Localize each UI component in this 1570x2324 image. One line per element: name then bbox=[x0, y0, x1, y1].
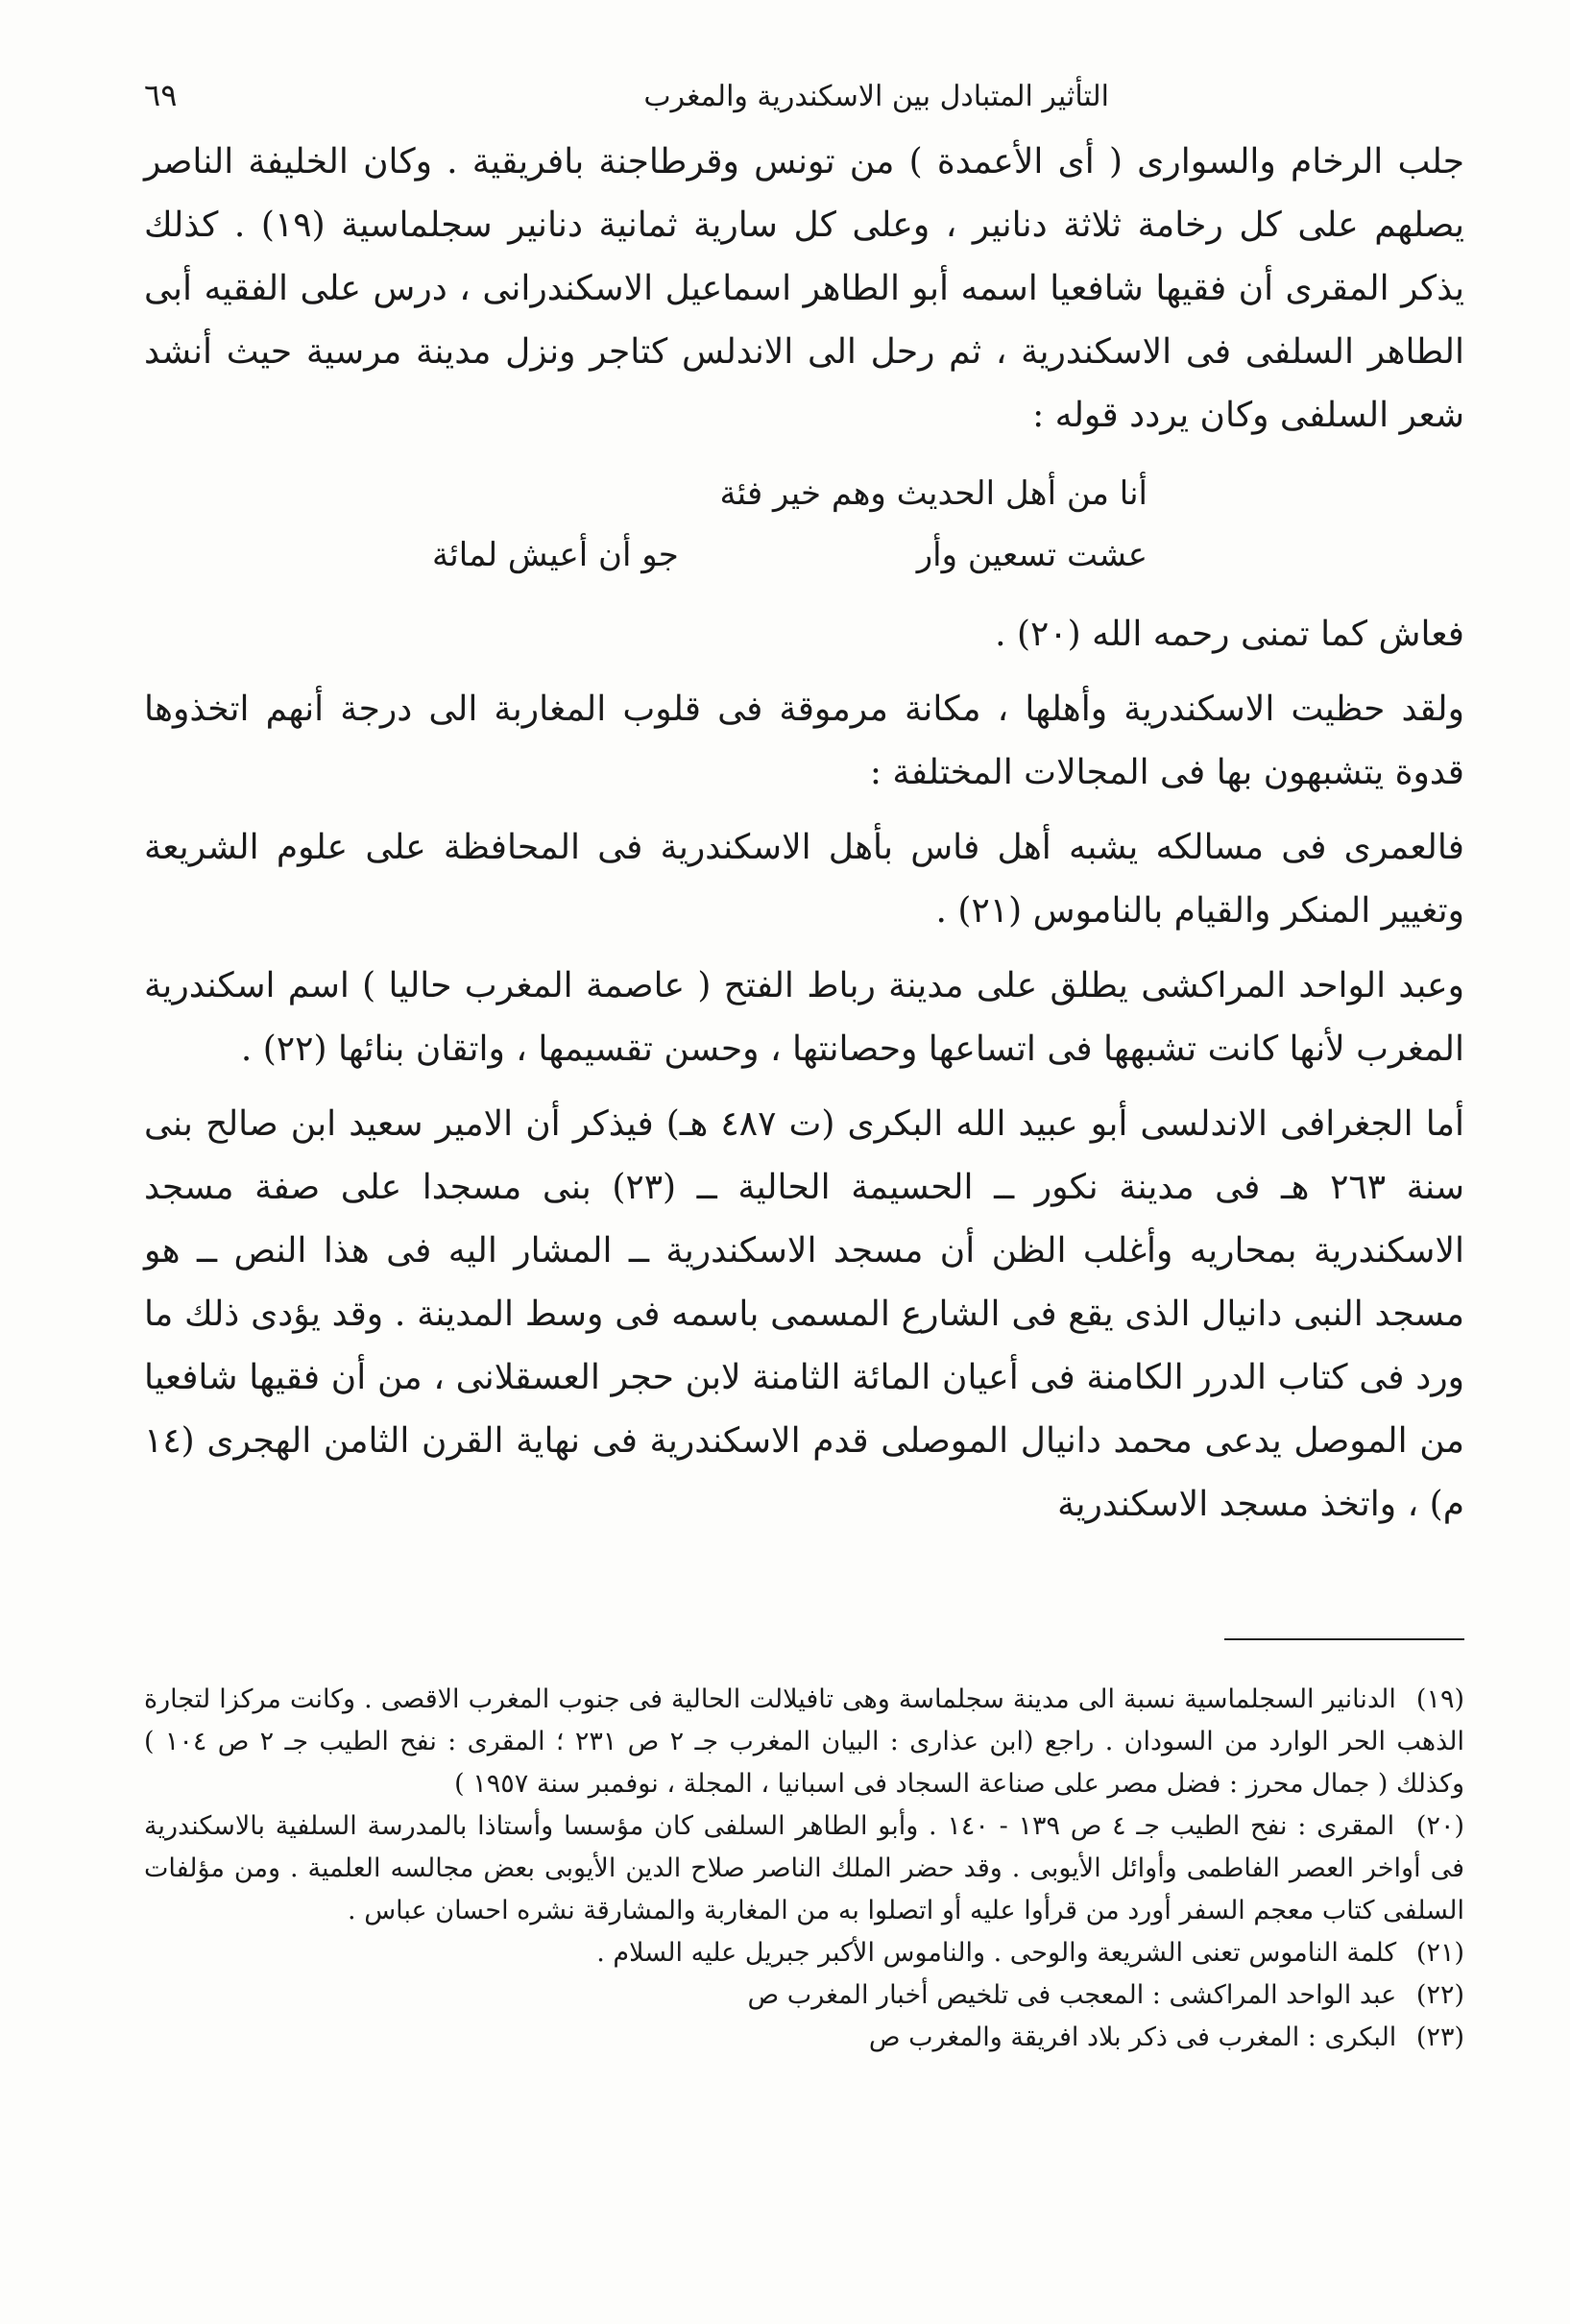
footnotes bbox=[144, 1679, 1464, 2059]
verse-hemistich: جو أن أعيش لمائة bbox=[432, 536, 679, 574]
footnote-text: كلمة الناموس تعنى الشريعة والوحى . والناموس الأكبر جبريل عليه السلام . bbox=[596, 1938, 1397, 1968]
footnote-number: (٢٢) bbox=[1415, 1980, 1464, 2010]
paragraph: جلب الرخام والسوارى ( أى الأعمدة ) من تونس وقرطاجنة بافريقية . وكان الخليفة الناصر يصلهم على كل رخامة ثلاثة دنانير ، وعلى كل سارية ثمانية دنانير سجلماسية (١٩) . كذلك يذكر المقرى أن فقيها شافعيا اسمه أبو الطاهر اسماعيل الاسكندرانى ، درس على الفقيه أبى الطاهر السلفى فى الاسكندرية ، ثم رحل الى الاندلس كتاجر ونزل مدينة مرسية حيث أنشد شعر السلفى وكان يردد قوله : bbox=[144, 142, 1465, 435]
paragraph: فعاش كما تمنى رحمه الله (٢٠) . bbox=[995, 615, 1464, 654]
footnote-separator bbox=[1224, 1638, 1464, 1640]
paragraph: فالعمرى فى مسالكه يشبه أهل فاس بأهل الاسكندرية فى المحافظة على علوم الشريعة وتغيير المنكر والقيام بالناموس (٢١) . bbox=[144, 828, 1464, 931]
footnote-number: (١٩) bbox=[1415, 1684, 1464, 1714]
footnote bbox=[144, 1932, 1464, 1974]
footnote-number: (٢١) bbox=[1415, 1938, 1464, 1968]
main-text bbox=[144, 131, 1464, 1537]
verse-hemistich: عشت تسعين وأر bbox=[916, 536, 1147, 574]
running-title: التأثير المتبادل بين الاسكندرية والمغرب bbox=[643, 80, 1109, 113]
paragraph: وعبد الواحد المراكشى يطلق على مدينة رباط الفتح ( عاصمة المغرب حاليا ) اسم اسكندرية المغرب لأنها كانت تشبهها فى اتساعها وحصانتها ، وحسن تقسيمها ، واتقان بنائها (٢٢) . bbox=[144, 966, 1464, 1069]
footnote-text: المقرى : نفح الطيب جـ ٤ ص ١٣٩ - ١٤٠ . وأبو الطاهر السلفى كان مؤسسا وأستاذا بالمدرسة السلفية بالاسكندرية فى أواخر العصر الفاطمى وأوائل الأيوبى . وقد حضر الملك الناصر صلاح الدين الأيوبى بعض مجالسه العلمية . ومن مؤلفات السلفى كتاب معجم السفر أورد من قرأوا عليه أو اتصلوا به من المغاربة والمشارقة نشره احسان عباس . bbox=[144, 1811, 1464, 1925]
page-number: ٦٩ bbox=[144, 77, 178, 113]
paragraph: أما الجغرافى الاندلسى أبو عبيد الله البكرى (ت ٤٨٧ هـ) فيذكر أن الامير سعيد ابن صالح بنى سنة ٢٦٣ هـ فى مدينة نكور ــ الحسيمة الحالية ــ (٢٣) بنى مسجدا على صفة مسجد الاسكندرية بمحاريه وأغلب الظن أن مسجد الاسكندرية ــ المشار اليه فى هذا النص ــ هو مسجد النبى دانيال الذى يقع فى الشارع المسمى باسمه فى وسط المدينة . وقد يؤدى ذلك ما ورد فى كتاب الدرر الكامنة فى أعيان المائة الثامنة لابن حجر العسقلانى ، من أن فقيها شافعيا من الموصل يدعى محمد دانيال الموصلى قدم الاسكندرية فى نهاية القرن الثامن الهجرى (١٤ م) ، واتخذ مسجد الاسكندرية bbox=[144, 1104, 1464, 1524]
verse-line bbox=[432, 524, 1147, 586]
footnote bbox=[144, 1679, 1464, 1805]
footnote-text: البكرى : المغرب فى ذكر بلاد افريقة والمغرب ص bbox=[868, 2022, 1397, 2052]
footnote bbox=[144, 1974, 1464, 2017]
footnote-text: الدنانير السجلماسية نسبة الى مدينة سجلماسة وهى تافيلالت الحالية فى جنوب المغرب الاقصى . وكانت مركزا لتجارة الذهب الحر الوارد من السودان . راجع (ابن عذارى : البيان المغرب جـ ٢ ص ٢٣١ ؛ المقرى : نفح الطيب جـ ٢ ص ١٠٤ ) وكذلك ( جمال محرز : فضل مصر على صناعة السجاد فى اسبانيا ، المجلة ، نوفمبر سنة ١٩٥٧ ) bbox=[144, 1684, 1464, 1799]
verse-hemistich: أنا من أهل الحديث وهم خير فئة bbox=[719, 474, 1147, 513]
footnote-text: عبد الواحد المراكشى : المعجب فى تلخيص أخبار المغرب ص bbox=[747, 1980, 1397, 2010]
footnote-number: (٢٣) bbox=[1415, 2022, 1464, 2052]
footnote bbox=[144, 2017, 1464, 2059]
poem-verse bbox=[432, 463, 1147, 586]
footnote bbox=[144, 1805, 1464, 1932]
running-header bbox=[144, 77, 1464, 131]
paragraph: ولقد حظيت الاسكندرية وأهلها ، مكانة مرموقة فى قلوب المغاربة الى درجة أنهم اتخذوها قدوة يتشبهون بها فى المجالات المختلفة : bbox=[144, 690, 1464, 792]
footnote-number: (٢٠) bbox=[1415, 1811, 1464, 1841]
verse-line bbox=[432, 463, 1147, 524]
